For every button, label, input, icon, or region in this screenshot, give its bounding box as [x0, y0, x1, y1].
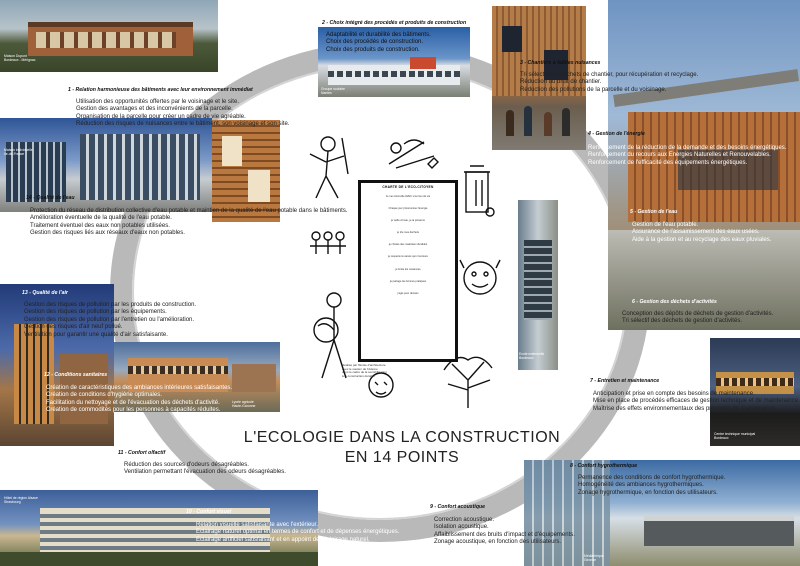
sketch-bin-icon	[460, 160, 498, 218]
point-1-title: 1 - Relation harmonieuse des bâtiments avec leur environnement immédiat	[68, 87, 253, 93]
caption-photo-14: Maison individuelle Ile-de-France	[4, 148, 33, 156]
charter-note: Réalisé par l'Ecole d'architecture avec le soutien de l'Ademe dans le cadre de la sensibilisation à la construction durable	[342, 363, 387, 378]
point-2-title: 2 - Choix intégré des procédés et produits de construction	[322, 20, 467, 26]
charter-line: je trie mes déchets	[397, 231, 419, 235]
sketch-tools-icon	[384, 134, 444, 174]
charter-document	[358, 180, 458, 362]
charter-line: je veille à l'eau, je la préserve	[391, 219, 425, 223]
point-12-text: Création de caractéristiques des ambiances intérieures satisfaisantes. Création de conditions d'hygiène optimales. Facilitation du nettoyage et de l'évacuation des déchets d'activité. Création de commodités pour les personnes à capacités réduites.	[46, 385, 233, 414]
main-title-line-2: EN 14 POINTS	[344, 449, 460, 466]
point-10-title: 10 - Confort visuel	[186, 509, 232, 515]
charter-line: je respecte la nature qui m'entoure	[388, 255, 428, 259]
point-5-text: Gestion de l'eau potable. Assurance de l'assainissement des eaux usées. Aide à la gestion et au recyclage des eaux pluviales.	[632, 222, 772, 243]
photo-house-top-left	[0, 0, 218, 72]
point-10-text: Relation visuelle satisfaisante avec l'extérieur. Eclairage naturel optimal en termes de confort et de dépenses énergétiques. Eclairage artificiel satisfaisant et en appoint de l'éclairage naturel.	[196, 522, 400, 543]
point-14-title: 14 - Qualité de l'eau	[26, 195, 75, 201]
point-9-text: Correction acoustique. Isolation acoustique. Affaiblissement des bruits d'impact et d'équipements. Zonage acoustique, en fonction des utilisateurs.	[434, 517, 575, 546]
point-4-text: Renforcement de la réduction de la demande et des besoins énergétiques. Renforcement du recours aux Energies Naturelles et Renouvelables. Renforcement de l'efficacité des équipements énergétiques.	[588, 145, 787, 166]
point-6-text: Conception des dépôts de déchets de gestion d'activités. Tri sélectif des déchets de gestion d'activités.	[622, 311, 774, 325]
photo-facade-point-1	[212, 120, 280, 222]
caption-photo-10: Hôtel de région Alsace Strasbourg	[4, 496, 38, 504]
charter-line: je choisis des matériaux durables	[388, 243, 428, 247]
charter-title: CHARTE DE L'ECO-CITOYEN	[382, 185, 434, 189]
caption-photo-8: Médiathèque Gironde	[584, 554, 604, 562]
caption-photo-2: Groupe scolaire Nantes	[321, 87, 345, 95]
charter-line: j'agis pour demain	[397, 291, 419, 295]
point-3-text: Tri sélectif des déchets de chantier, pour récupération et recyclage. Réduction du bruit de chantier. Réduction des pollutions de la parcelle et du voisinage.	[520, 72, 699, 93]
caption-photo-7: Centre technique municipal Bordeaux	[714, 432, 756, 440]
charter-line: Chaque jour j'économise l'énergie	[388, 207, 428, 211]
point-7-text: Anticipation et prise en compte des besoins de maintenance. Mise en place de procédés efficaces de gestion technique et de maintenance. Maîtrise des effets environnementaux des procédés de maintenance.	[593, 391, 800, 412]
point-14-text: Protection du réseau de distribution collective d'eau potable et maintien de la qualité de l'eau potable dans le bâtiments. Amélioration éventuelle de la qualité de l'eau potable. Traitement éventuel des eaux non potables utilisées. Gestion des risques liés aux réseaux d'eaux non potables.	[30, 208, 348, 237]
point-12-title: 12 - Conditions sanitaires	[44, 372, 108, 378]
point-8-text: Permanence des conditions de confort hygrothermique. Homogénéité des ambiances hygrothermiques. Zonage hygrothermique, en fonction des utilisateurs.	[578, 475, 726, 496]
sketch-face-icon	[458, 256, 502, 300]
photo-corridor-point-5	[518, 200, 558, 370]
main-title-line-1: L'ECOLOGIE DANS LA CONSTRUCTION	[243, 429, 561, 446]
point-6-title: 6 - Gestion des déchets d'activités	[632, 299, 717, 305]
charter-line: je partage les bonnes pratiques	[389, 279, 427, 283]
point-13-text: Gestion des risques de pollution par les produits de construction. Gestion des risques de pollution par les équipements. Gestion des risques de pollution par l'entretien ou l'amélioration. Gestion des risques d'air neuf pollué. Ventilation pour garantir une qualité d'air satisfaisante.	[24, 302, 197, 338]
point-3-title: 3 - Chantiers à faibles nuisances	[520, 60, 601, 66]
sketch-person-left-icon	[302, 134, 354, 204]
point-9-title: 9 - Confort acoustique	[430, 504, 486, 510]
point-5-title: 5 - Gestion de l'eau	[630, 209, 678, 215]
point-13-title: 13 - Qualité de l'air	[22, 290, 68, 296]
point-8-title: 8 - Confort hygrothermique	[570, 463, 638, 469]
point-2-text: Adaptabilité et durabilité des bâtiments. Choix des procédés de construction. Choix des produits de construction.	[326, 32, 431, 53]
point-11-title: 11 - Confort olfactif	[118, 450, 166, 456]
caption-photo-1: Maison Dupont Bordeaux - Mérignac	[4, 54, 36, 62]
point-1-text: Utilisation des opportunités offertes par le voisinage et le site. Gestion des avantages et des inconvénients de la parcelle. Organisation de la parcelle pour créer un cadre de vie agréable. Réduction des risques de nuisances entre le bâtiment, son voisinage et son site.	[76, 99, 290, 128]
point-4-title: 4 - Gestion de l'énergie	[588, 131, 645, 137]
point-7-title: 7 - Entretien et maintenance	[590, 378, 660, 384]
charter-line: Je me réconcilie AVEC mon lieu de vie	[385, 195, 431, 198]
point-11-text: Réduction des sources d'odeurs désagréables. Ventilation permettant l'évacuation des odeurs désagréables.	[124, 462, 286, 476]
caption-photo-12: Lycée agricole Haute-Garonne	[232, 400, 256, 408]
charter-line: je limite les nuisances	[395, 267, 421, 271]
caption-photo-5: Ecole maternelle Bordeaux	[519, 352, 545, 360]
